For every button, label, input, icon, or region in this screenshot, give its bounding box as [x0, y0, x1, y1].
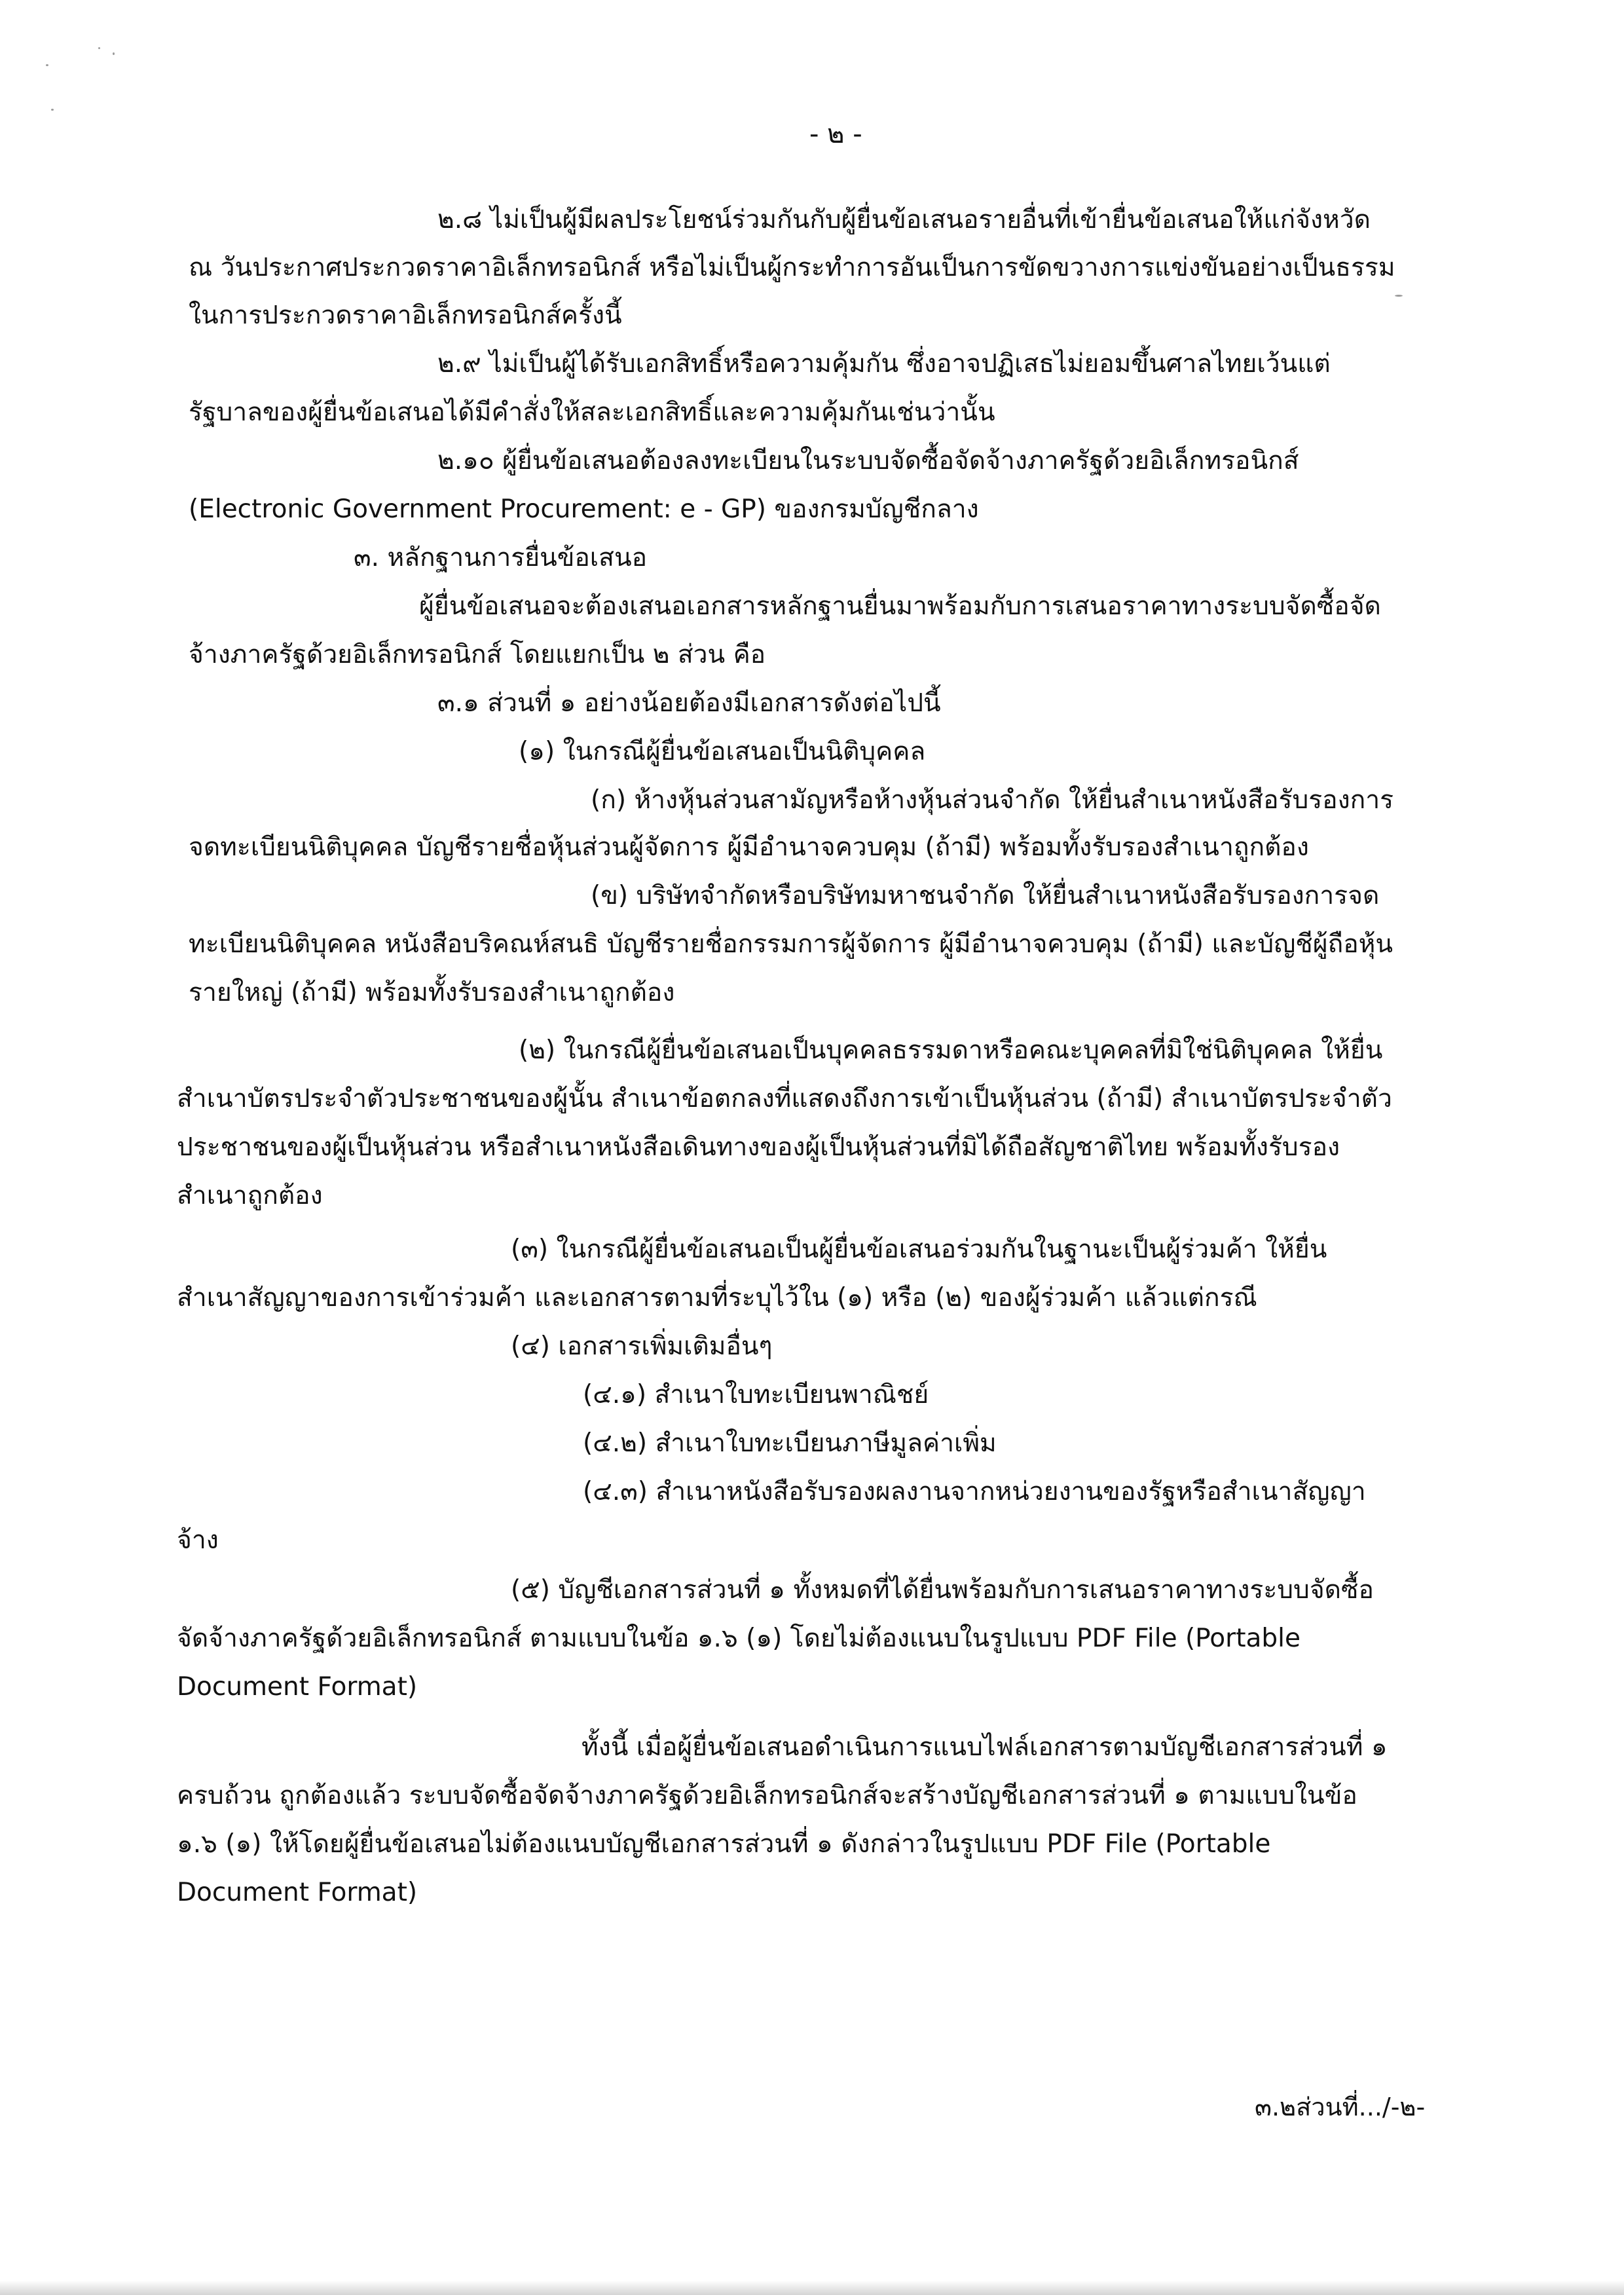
sub-4-1: (๔.๑) สำเนาใบทะเบียนพาณิชย์: [583, 1380, 929, 1409]
item-2-9-line-2: รัฐบาลของผู้ยื่นข้อเสนอได้มีคำสั่งให้สละเอกสิทธิ์และความคุ้มกันเช่นว่านั้น: [189, 398, 995, 427]
sub-1-b-line-2: ทะเบียนนิติบุคคล หนังสือบริคณห์สนธิ บัญชีรายชื่อกรรมการผู้จัดการ ผู้มีอำนาจควบคุม (ถ้ามี) และบัญชีผู้ถือหุ้น: [189, 929, 1393, 959]
page-number: - ๒ -: [809, 119, 862, 149]
continuation-footer: ๓.๒ส่วนที่.../-๒-: [1255, 2093, 1426, 2121]
scan-speck: [1395, 295, 1403, 297]
closing-paragraph-line-3: ๑.๖ (๑) ให้โดยผู้ยื่นข้อเสนอไม่ต้องแนบบัญชีเอกสารส่วนที่ ๑ ดังกล่าวในรูปแบบ PDF File (Portable: [177, 1829, 1271, 1859]
sub-4-2: (๔.๒) สำเนาใบทะเบียนภาษีมูลค่าเพิ่ม: [583, 1428, 997, 1458]
sub-5-line-2: จัดจ้างภาครัฐด้วยอิเล็กทรอนิกส์ ตามแบบในข้อ ๑.๖ (๑) โดยไม่ต้องแนบในรูปแบบ PDF File (Portable: [177, 1624, 1301, 1653]
scan-speck: [51, 109, 54, 111]
item-2-8-line-2: ณ วันประกาศประกวดราคาอิเล็กทรอนิกส์ หรือไม่เป็นผู้กระทำการอันเป็นการขัดขวางการแข่งขันอย่างเป็นธรรม: [189, 253, 1395, 282]
section-3-line-2: จ้างภาครัฐด้วยอิเล็กทรอนิกส์ โดยแยกเป็น ๒ ส่วน คือ: [189, 640, 766, 669]
scan-speck: [113, 52, 115, 55]
sub-3-line-1: (๓) ในกรณีผู้ยื่นข้อเสนอเป็นผู้ยื่นข้อเสนอร่วมกันในฐานะเป็นผู้ร่วมค้า ให้ยื่น: [511, 1235, 1327, 1264]
scan-speck: [46, 64, 48, 66]
section-3-heading: ๓. หลักฐานการยื่นข้อเสนอ: [354, 543, 648, 572]
section-3-line-1: ผู้ยื่นข้อเสนอจะต้องเสนอเอกสารหลักฐานยื่นมาพร้อมกับการเสนอราคาทางระบบจัดซื้อจัด: [419, 591, 1381, 621]
closing-paragraph-line-1: ทั้งนี้ เมื่อผู้ยื่นข้อเสนอดำเนินการแนบไฟล์เอกสารตามบัญชีเอกสารส่วนที่ ๑: [581, 1732, 1388, 1762]
item-2-8-line-1: ๒.๘ ไม่เป็นผู้มีผลประโยชน์ร่วมกันกับผู้ยื่นข้อเสนอรายอื่นที่เข้ายื่นข้อเสนอให้แก่จังหวัด: [437, 205, 1371, 234]
item-2-8-line-3: ในการประกวดราคาอิเล็กทรอนิกส์ครั้งนี้: [189, 301, 622, 330]
sub-1-b-line-1: (ข) บริษัทจำกัดหรือบริษัทมหาชนจำกัด ให้ยื่นสำเนาหนังสือรับรองการจด: [591, 881, 1380, 910]
sub-4-heading: (๔) เอกสารเพิ่มเติมอื่นๆ: [511, 1332, 773, 1361]
sub-2-line-1: (๒) ในกรณีผู้ยื่นข้อเสนอเป็นบุคคลธรรมดาหรือคณะบุคคลที่มิใช่นิติบุคคล ให้ยื่น: [519, 1036, 1383, 1065]
sub-4-3-line-2: จ้าง: [177, 1525, 219, 1555]
sub-2-line-4: สำเนาถูกต้อง: [177, 1181, 323, 1210]
scan-bottom-edge: [0, 2281, 1624, 2295]
sub-4-3-line-1: (๔.๓) สำเนาหนังสือรับรองผลงานจากหน่วยงานของรัฐหรือสำเนาสัญญา: [583, 1477, 1366, 1506]
scan-speck: [98, 47, 100, 49]
closing-paragraph-line-4: Document Format): [177, 1878, 418, 1907]
sub-3-line-2: สำเนาสัญญาของการเข้าร่วมค้า และเอกสารตามที่ระบุไว้ใน (๑) หรือ (๒) ของผู้ร่วมค้า แล้วแต่กรณี: [177, 1283, 1257, 1313]
sub-1-b-line-3: รายใหญ่ (ถ้ามี) พร้อมทั้งรับรองสำเนาถูกต้อง: [189, 978, 675, 1007]
item-3-1-heading: ๓.๑ ส่วนที่ ๑ อย่างน้อยต้องมีเอกสารดังต่อไปนี้: [437, 688, 941, 718]
item-2-10-line-1: ๒.๑๐ ผู้ยื่นข้อเสนอต้องลงทะเบียนในระบบจัดซื้อจัดจ้างภาครัฐด้วยอิเล็กทรอนิกส์: [437, 446, 1299, 476]
item-2-10-line-2: (Electronic Government Procurement: e - GP) ของกรมบัญชีกลาง: [189, 494, 979, 524]
sub-1-a-line-1: (ก) ห้างหุ้นส่วนสามัญหรือห้างหุ้นส่วนจำกัด ให้ยื่นสำเนาหนังสือรับรองการ: [591, 785, 1394, 815]
sub-2-line-3: ประชาชนของผู้เป็นหุ้นส่วน หรือสำเนาหนังสือเดินทางของผู้เป็นหุ้นส่วนที่มิได้ถือสัญชาติไทย พร้อมทั้งรับรอง: [177, 1132, 1340, 1162]
closing-paragraph-line-2: ครบถ้วน ถูกต้องแล้ว ระบบจัดซื้อจัดจ้างภาครัฐด้วยอิเล็กทรอนิกส์จะสร้างบัญชีเอกสารส่วนที่ ๑ ตามแบบในข้อ: [177, 1781, 1357, 1810]
sub-5-line-3: Document Format): [177, 1672, 418, 1702]
sub-1-heading: (๑) ในกรณีผู้ยื่นข้อเสนอเป็นนิติบุคคล: [519, 737, 926, 766]
item-2-9-line-1: ๒.๙ ไม่เป็นผู้ได้รับเอกสิทธิ์หรือความคุ้มกัน ซึ่งอาจปฏิเสธไม่ยอมขึ้นศาลไทยเว้นแต่: [437, 349, 1331, 379]
sub-2-line-2: สำเนาบัตรประจำตัวประชาชนของผู้นั้น สำเนาข้อตกลงที่แสดงถึงการเข้าเป็นหุ้นส่วน (ถ้ามี) สำเนาบัตรประจำตัว: [177, 1084, 1392, 1113]
sub-5-line-1: (๕) บัญชีเอกสารส่วนที่ ๑ ทั้งหมดที่ได้ยื่นพร้อมกับการเสนอราคาทางระบบจัดซื้อ: [511, 1575, 1374, 1605]
sub-1-a-line-2: จดทะเบียนนิติบุคคล บัญชีรายชื่อหุ้นส่วนผู้จัดการ ผู้มีอำนาจควบคุม (ถ้ามี) พร้อมทั้งรับรองสำเนาถูกต้อง: [189, 832, 1309, 862]
